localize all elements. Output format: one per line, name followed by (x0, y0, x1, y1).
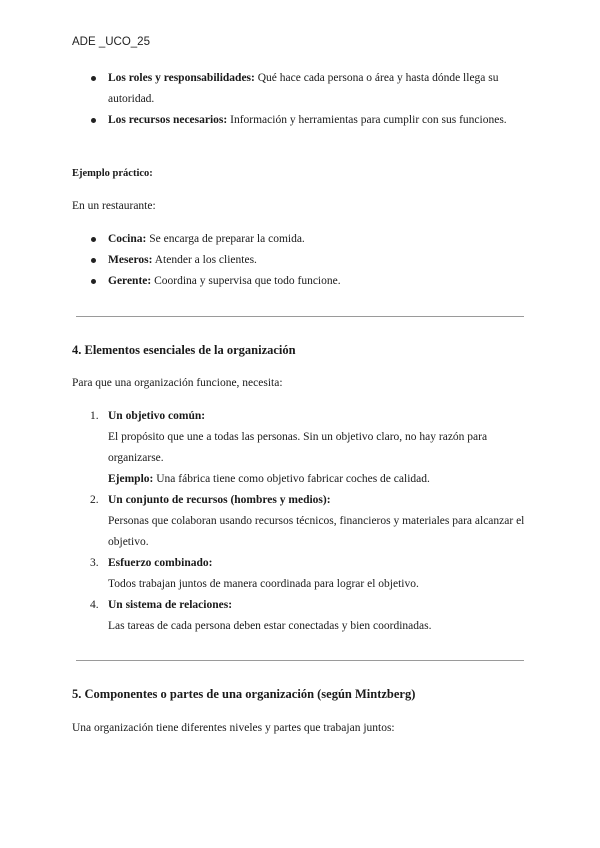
section5-title: 5. Componentes o partes de una organización (según Mintzberg) (72, 687, 416, 701)
essential-elements-list (88, 406, 528, 637)
list-item: 3. Esfuerzo combinado: Todos trabajan juntos de manera coordinada para lograr el objetivo. (90, 557, 419, 590)
section4-intro: Para que una organización funcione, necesita: (72, 377, 283, 389)
section-divider (76, 316, 524, 317)
example-intro: En un restaurante: (72, 200, 156, 212)
example-label: Ejemplo práctico: (72, 168, 153, 179)
document-header-code: ADE _UCO_25 (72, 36, 150, 48)
list-item: Los roles y responsabilidades: Qué hace cada persona o área y hasta dónde llega su autoridad. (88, 68, 528, 110)
list-item: 1. Un objetivo común: El propósito que une a todas las personas. Sin un objetivo claro, no hay razón para organizarse. Ejemplo: Una fábrica tiene como objetivo fabricar coches de calidad. (90, 410, 488, 485)
list-item: Cocina: Se encarga de preparar la comida. (88, 229, 528, 250)
roles-resources-list (88, 68, 528, 131)
list-item: Gerente: Coordina y supervisa que todo funcione. (88, 271, 528, 292)
list-item: Los recursos necesarios: Información y herramientas para cumplir con sus funciones. (88, 110, 528, 131)
restaurant-example-list (88, 229, 528, 292)
list-item: 4. Un sistema de relaciones: Las tareas de cada persona deben estar conectadas y bien coordinadas. (90, 599, 432, 632)
section-divider (76, 660, 524, 661)
section4-title: 4. Elementos esenciales de la organización (72, 343, 296, 357)
section5-intro: Una organización tiene diferentes niveles y partes que trabajan juntos: (72, 722, 395, 734)
list-item: Meseros: Atender a los clientes. (88, 250, 528, 271)
list-item: 2. Un conjunto de recursos (hombres y medios): Personas que colaboran usando recursos técnicos, financieros y materiales para alcanzar el objetivo. (90, 494, 525, 548)
